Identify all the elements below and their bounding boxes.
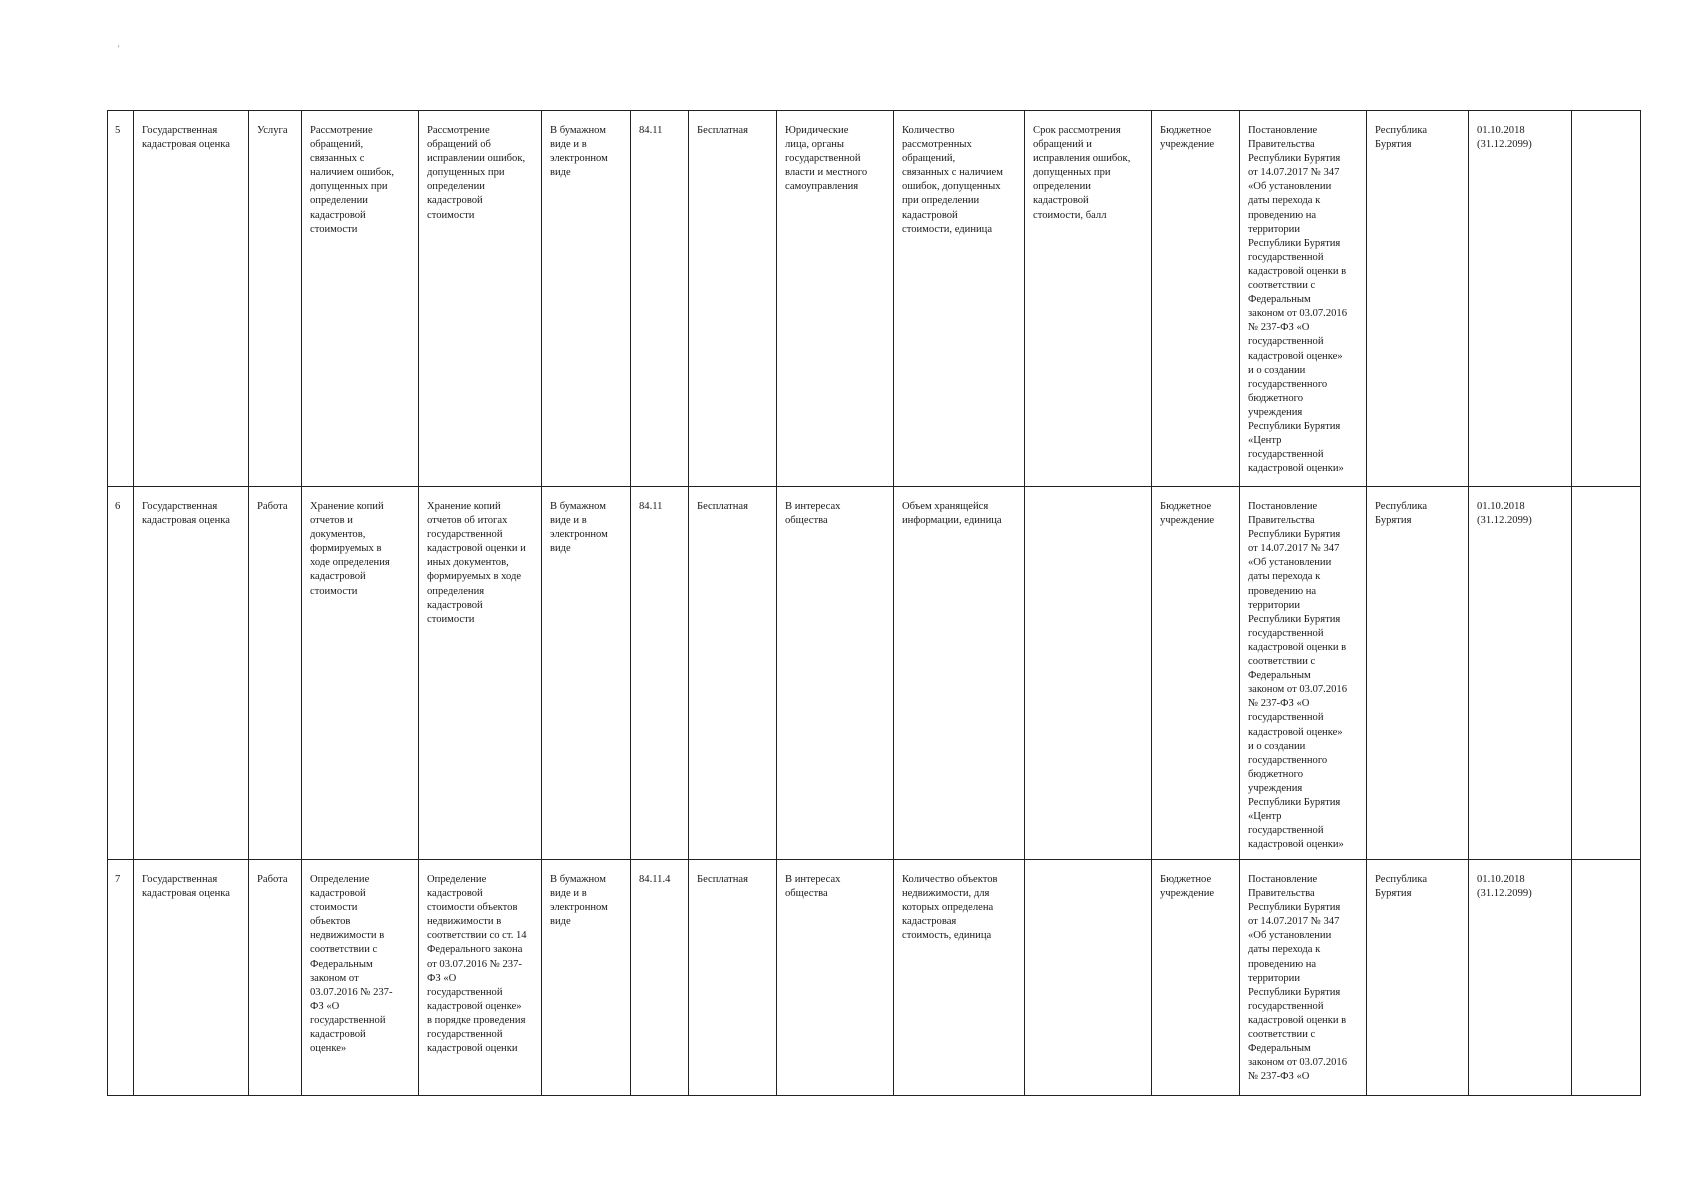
volume-indicator-cell: Объем хранящейся информации, единица — [894, 487, 1025, 860]
service-name-cell: Определение кадастровой стоимости объектов недвижимости в соответствии с Федеральным законом от 03.07.2016 № 237- ФЗ «О государственной кадастровой оценке» — [302, 860, 419, 1096]
table-row — [108, 111, 1641, 487]
delivery-form-cell: В бумажном виде и в электронном виде — [542, 860, 631, 1096]
legal-basis-cell: Постановление Правительства Республики Бурятия от 14.07.2017 № 347 «Об установлении даты перехода к проведению на территории Республики Бурятия государственной кадастровой оценки в соответствии с Федеральным законом от 03.07.2016 № 237-ФЗ «О государственной кадастровой оценке» и о создании государственного бюджетного учреждения Республики Бурятия «Центр государственной кадастровой оценки» — [1240, 111, 1367, 487]
region-cell: Республика Бурятия — [1367, 860, 1469, 1096]
okved-code-cell: 84.11 — [631, 111, 689, 487]
legal-basis-cell: Постановление Правительства Республики Бурятия от 14.07.2017 № 347 «Об установлении даты перехода к проведению на территории Республики Бурятия государственной кадастровой оценки в соответствии с Федеральным законом от 03.07.2016 № 237-ФЗ «О государственной кадастровой оценке» и о создании государственного бюджетного учреждения Республики Бурятия «Центр государственной кадастровой оценки» — [1240, 487, 1367, 860]
dates-cell: 01.10.2018 (31.12.2099) — [1469, 111, 1572, 487]
row-number-cell: 7 — [108, 860, 134, 1096]
volume-indicator-cell: Количество объектов недвижимости, для которых определена кадастровая стоимость, единица — [894, 860, 1025, 1096]
quality-indicator-cell — [1025, 860, 1152, 1096]
okved-code-cell: 84.11.4 — [631, 860, 689, 1096]
table-row — [108, 860, 1641, 1096]
region-cell: Республика Бурятия — [1367, 111, 1469, 487]
volume-indicator-cell: Количество рассмотренных обращений, связанных с наличием ошибок, допущенных при определении кадастровой стоимости, единица — [894, 111, 1025, 487]
consumers-cell: В интересах общества — [777, 487, 894, 860]
institution-type-cell: Бюджетное учреждение — [1152, 860, 1240, 1096]
service-name-cell: Рассмотрение обращений, связанных с наличием ошибок, допущенных при определении кадастровой стоимости — [302, 111, 419, 487]
service-content-cell: Хранение копий отчетов об итогах государственной кадастровой оценки и иных документов, формируемых в ходе определения кадастровой стоимости — [419, 487, 542, 860]
region-cell: Республика Бурятия — [1367, 487, 1469, 860]
row-number-cell: 6 — [108, 487, 134, 860]
institution-type-cell: Бюджетное учреждение — [1152, 487, 1240, 860]
consumers-cell: Юридические лица, органы государственной власти и местного самоуправления — [777, 111, 894, 487]
table-row — [108, 487, 1641, 860]
activity-cell: Государственная кадастровая оценка — [134, 487, 249, 860]
extra-cell — [1572, 487, 1641, 860]
payment-cell: Бесплатная — [689, 487, 777, 860]
service-content-cell: Определение кадастровой стоимости объектов недвижимости в соответствии со ст. 14 Федерального закона от 03.07.2016 № 237- ФЗ «О государственной кадастровой оценке» в порядке проведения государственной кадастровой оценки — [419, 860, 542, 1096]
row-number-cell: 5 — [108, 111, 134, 487]
payment-cell: Бесплатная — [689, 860, 777, 1096]
consumers-cell: В интересах общества — [777, 860, 894, 1096]
quality-indicator-cell — [1025, 487, 1152, 860]
type-cell: Работа — [249, 860, 302, 1096]
extra-cell — [1572, 860, 1641, 1096]
type-cell: Услуга — [249, 111, 302, 487]
delivery-form-cell: В бумажном виде и в электронном виде — [542, 111, 631, 487]
institution-type-cell: Бюджетное учреждение — [1152, 111, 1240, 487]
type-cell: Работа — [249, 487, 302, 860]
services-registry-table — [107, 110, 1641, 1096]
extra-cell — [1572, 111, 1641, 487]
service-name-cell: Хранение копий отчетов и документов, формируемых в ходе определения кадастровой стоимости — [302, 487, 419, 860]
dates-cell: 01.10.2018 (31.12.2099) — [1469, 860, 1572, 1096]
quality-indicator-cell: Срок рассмотрения обращений и исправления ошибок, допущенных при определении кадастровой стоимости, балл — [1025, 111, 1152, 487]
service-content-cell: Рассмотрение обращений об исправлении ошибок, допущенных при определении кадастровой стоимости — [419, 111, 542, 487]
dates-cell: 01.10.2018 (31.12.2099) — [1469, 487, 1572, 860]
okved-code-cell: 84.11 — [631, 487, 689, 860]
delivery-form-cell: В бумажном виде и в электронном виде — [542, 487, 631, 860]
activity-cell: Государственная кадастровая оценка — [134, 111, 249, 487]
page-mark: ' — [118, 44, 120, 53]
legal-basis-cell: Постановление Правительства Республики Бурятия от 14.07.2017 № 347 «Об установлении даты перехода к проведению на территории Республики Бурятия государственной кадастровой оценки в соответствии с Федеральным законом от 03.07.2016 № 237-ФЗ «О — [1240, 860, 1367, 1096]
payment-cell: Бесплатная — [689, 111, 777, 487]
activity-cell: Государственная кадастровая оценка — [134, 860, 249, 1096]
